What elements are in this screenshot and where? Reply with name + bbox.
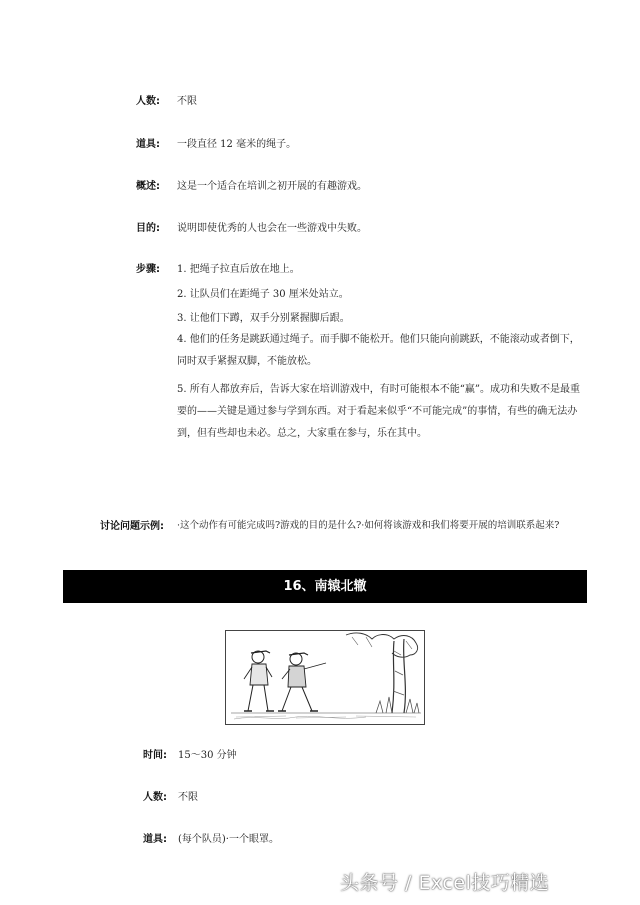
section-title: 16、南辕北辙: [283, 579, 367, 594]
illustration-drawing: [226, 631, 424, 724]
props-value: 一段直径 12 毫米的绳子。: [177, 139, 297, 150]
steps-label: 步骤:: [136, 264, 160, 275]
people-value-2: 不限: [178, 792, 198, 803]
game-illustration: [225, 630, 425, 725]
discussion-label: 讨论问题示例:: [100, 521, 164, 532]
step-4: 4. 他们的任务是跳跃通过绳子。而手脚不能松开。他们只能向前跳跃，不能滚动或者倒下，同时双手紧握双脚，不能放松。: [177, 334, 580, 367]
time-value: 15～30 分钟: [178, 750, 237, 761]
props-label: 道具:: [136, 139, 160, 150]
discussion-value: ·这个动作有可能完成吗?游戏的目的是什么?·如何将该游戏和我们将要开展的培训联系起来?: [177, 520, 560, 531]
props-label-2: 道具:: [143, 834, 167, 845]
time-label: 时间:: [143, 750, 167, 761]
overview-label: 概述:: [136, 181, 160, 192]
step-2: 2. 让队员们在距绳子 30 厘米处站立。: [177, 289, 349, 300]
purpose-label: 目的:: [136, 223, 160, 234]
people-label: 人数:: [136, 96, 160, 107]
step-5: 5. 所有人都放弃后，告诉大家在培训游戏中，有时可能根本不能“赢”。成功和失败不是最重要的——关键是通过参与学到东西。对于看起来似乎“不可能完成”的事情，有些的确无法办到，但有些却也未必。总之，大家重在参与，乐在其中。: [177, 384, 580, 439]
step-1: 1. 把绳子拉直后放在地上。: [177, 264, 300, 275]
watermark-text: 头条号 / Excel技巧精选: [340, 872, 550, 894]
overview-value: 这是一个适合在培训之初开展的有趣游戏。: [177, 181, 367, 192]
section-banner: [63, 570, 587, 603]
props-value-2: (每个队员)·一个眼罩。: [178, 834, 279, 845]
people-label-2: 人数:: [143, 792, 167, 803]
step-3: 3. 让他们下蹲，双手分别紧握脚后跟。: [177, 313, 350, 324]
people-value: 不限: [177, 96, 197, 107]
purpose-value: 说明即使优秀的人也会在一些游戏中失败。: [177, 223, 367, 234]
